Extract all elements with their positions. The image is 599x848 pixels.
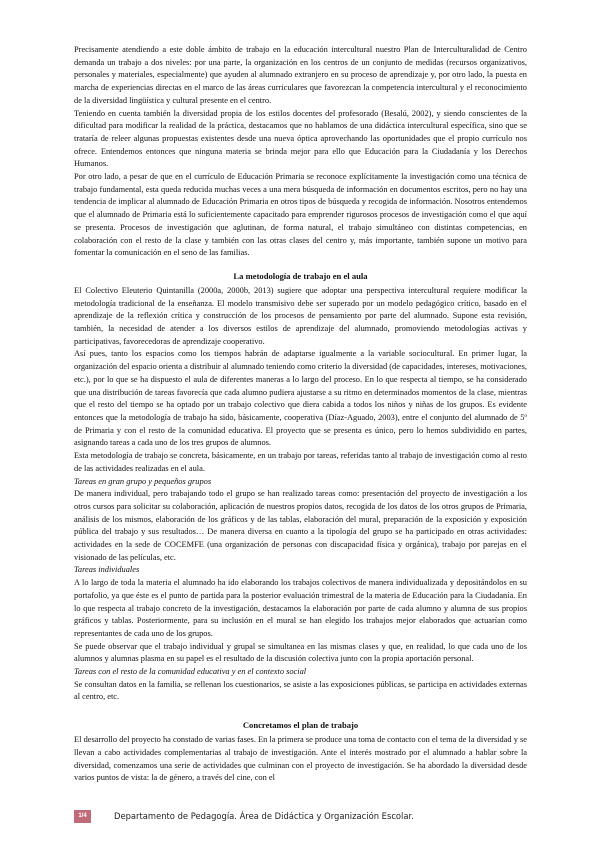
section-heading-work-plan: Concretamos el plan de trabajo (242, 720, 359, 731)
methodology-paragraph-3: Esta metodología de trabajo se concreta, básicamente, en un trabajo por tareas, referidas tanto al trabajo de investigación como al resto de las actividades realizadas en el aula. (74, 451, 527, 473)
document-body (74, 44, 527, 785)
individual-tasks-paragraph-1: A lo largo de toda la materia el alumnado ha ido elaborando los trabajos colectivos de manera individualizada y depositándolos en su portafolio, ya que éste es el punto de partida para la posterior evaluación trimestral de la materia de Educación para la Ciudadanía. En lo que respecta al trabajo concreto de la investigación, destacamos la elaboración por parte de cada alumno y alumna de sus propios gráficos y tablas. Posteriormente, para su inclusión en el mural se han elegido los trabajos mejor elaborados que actuarían como representantes de cada uno de los grupos. (74, 578, 527, 638)
methodology-paragraph-1: El Colectivo Eleuterio Quintanilla (2000a, 2000b, 2013) sugiere que adoptar una perspectiva intercultural requiere modificar la metodología tradicional de la enseñanza. El modelo transmisivo debe ser superado por un modelo pedagógico crítico, basado en el aprendizaje de la reflexión crítica y construcción de los procesos de pensamiento por parte del alumnado. Supone esta revisión, también, la necesidad de atender a los diversos estilos de aprendizaje del alumnado, promoviendo metodologías activas y participativas, favorecedoras de aprendizaje cooperativo. (74, 285, 527, 346)
subheading-group-tasks: Tareas en gran grupo y pequeños grupos (74, 476, 212, 486)
section-heading-methodology: La metodología de trabajo en el aula (233, 270, 368, 281)
subheading-individual-tasks: Tareas individuales (74, 565, 140, 575)
department-label: Departamento de Pedagogía. Área de Didáctica y Organización Escolar. (114, 811, 414, 821)
page-footer (74, 807, 554, 829)
subheading-community-tasks: Tareas con el resto de la comunidad educativa y en el contexto social (74, 667, 307, 677)
methodology-paragraph-2: Así pues, tanto los espacios como los tiempos habrán de adaptarse igualmente a la variable sociocultural. En primer lugar, la organización del espacio orienta a distribuir al alumnado teniendo como criterio la diversidad (de capacidades, intereses, motivaciones, etc.), por lo que se ha dispuesto el aula de diferentes maneras a lo largo del proceso. En lo que respecta al tiempo, se ha considerado que una distribución de tareas favorecía que cada alumno pudiera ajustarse a su ritmo en determinados momentos de la clase, mientras que el resto del tiempo se ha optado por un trabajo colectivo que diera cabida a todos los niños y niñas de los grupos. Es evidente entonces que la metodología de trabajo ha sido, básicamente, cooperativa (Díaz-Aguado, 2003), entre el conjunto del alumnado de 5º de Primaria y con el resto de la comunidad educativa. El proyecto que se presenta es único, pero lo hemos subdividido en partes, asignando tareas a cada uno de los tres grupos de alumnos. (74, 349, 527, 448)
group-tasks-paragraph: De manera individual, pero trabajando todo el grupo se han realizado tareas como: presentación del proyecto de investigación a los otros cursos para solicitar su colaboración, aplicación de nuestros propios datos, recogida de los datos de los otros grupos de Primaria, análisis de los mismos, elaboración de los gráficos y de las tablas, elaboración del mural, preparación de la exposición y exposición pública del trabajo y sus resultados… De manera diversa en cuanto a la tipología del grupo se ha participado en otras actividades: actividades en la sede de COCEMFE (una organización de personas con discapacidad física y orgánica), trabajo por parejas en el visionado de las películas, etc. (74, 489, 527, 562)
page-number-badge: 1/4 (74, 810, 91, 823)
community-tasks-paragraph: Se consultan datos en la familia, se rellenan los cuestionarios, se asiste a las exposiciones públicas, se participa en actividades externas al centro, etc. (74, 679, 527, 702)
intro-paragraph-2: Teniendo en cuenta también la diversidad propia de los estilos docentes del profesorado (Besalú, 2002), y siendo conscientes de la dificultad para modificar la realidad de la práctica, destacamos que no hablamos de una didáctica intercultural específica, sino que se trataría de releer algunas propuestas existentes desde una nueva óptica aprovechando las oportunidades que el propio currículo nos ofrece. Entendemos entonces que ninguna materia se brinda mejor para ello que Educación para la Ciudadanía y los Derechos Humanos. (74, 108, 527, 169)
work-plan-paragraph-1: El desarrollo del proyecto ha constado de varias fases. En la primera se produce una toma de contacto con el tema de la diversidad y se llevan a cabo actividades complementarias al trabajo de investigación. Ante el interés mostrado por el alumnado a hablar sobre la diversidad, comenzamos una serie de actividades que culminan con el proyecto de investigación. Se ha abordado la diversidad desde varios puntos de vista: la de género, a través del cine, con el (74, 735, 527, 783)
individual-tasks-paragraph-2: Se puede observar que el trabajo individual y grupal se simultanea en las mismas clases y que, en realidad, lo que cada uno de los alumnos y alumnas plasma en su papel es el resultado de la discusión colectiva junto con la propia aportación personal. (74, 641, 527, 664)
intro-paragraph-1: Precisamente atendiendo a este doble ámbito de trabajo en la educación intercultural nuestro Plan de Interculturalidad de Centro demanda un trabajo a dos niveles: por una parte, la organización en los centros de un conjunto de medidas (recursos organizativos, personales y materiales, especialmente) que ayuden al alumnado extranjero en su proceso de aprendizaje y, por otro lado, la puesta en marcha de experiencias directas en el marco de las áreas curriculares que favorezcan la competencia intercultural y el reconocimiento de la diversidad lingüística y cultural presente en el centro. (74, 45, 527, 105)
intro-paragraph-3: Por otro lado, a pesar de que en el currículo de Educación Primaria se reconoce explícitamente la investigación como una técnica de trabajo fundamental, esta queda reducida muchas veces a una mera búsqueda de información en documentos escritos, pero no hay una tendencia de implicar al alumnado de Educación Primaria en otros tipos de búsqueda y recogida de información. Nosotros entendemos que el alumnado de Primaria está lo suficientemente capacitado para emprender rigurosos procesos de investigación como el que aquí se presenta. Procesos de investigación que aglutinan, de forma natural, el trabajo simultáneo con distintas competencias, en colaboración con el resto de la clase y también con las otras clases del centro y, más importante, también supone un motivo para fomentar la comunicación en el seno de las familias. (74, 172, 527, 258)
